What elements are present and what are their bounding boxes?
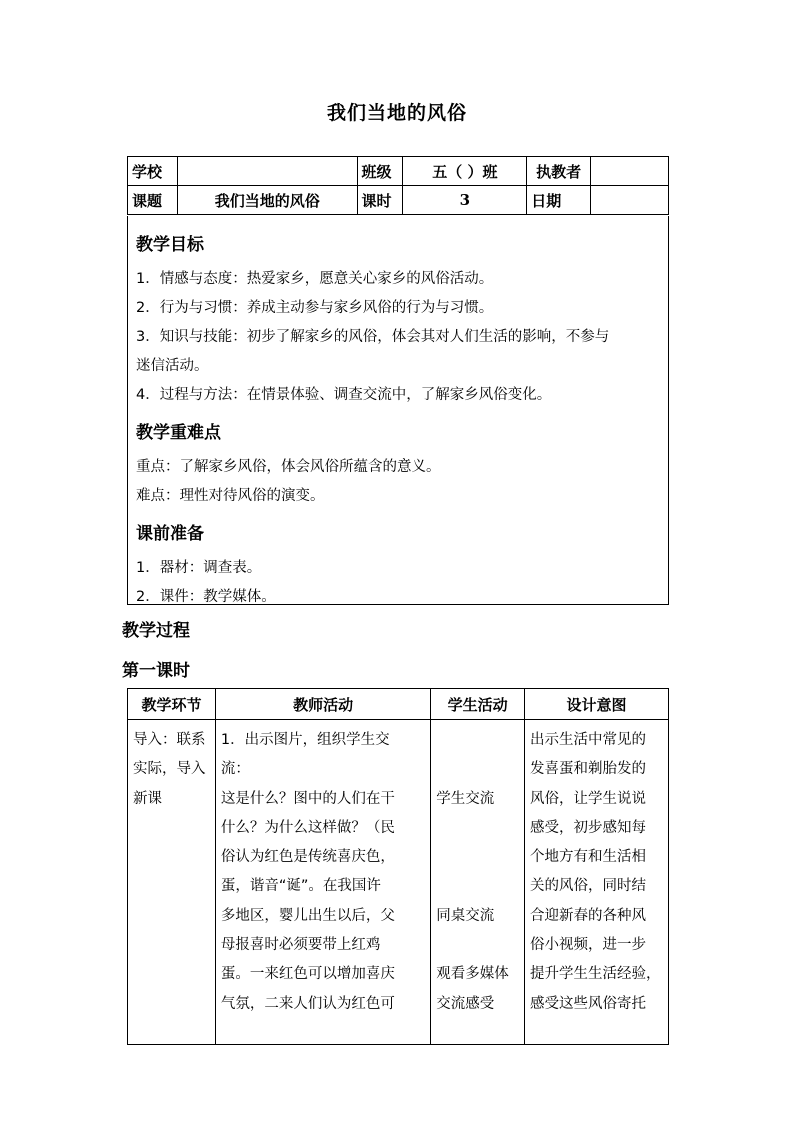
stage-text: 导入：联系 bbox=[133, 732, 206, 748]
school-label: 学校 bbox=[128, 157, 178, 186]
key-points-heading: 教学重难点 bbox=[136, 423, 221, 443]
table-header-row bbox=[128, 689, 669, 720]
column-header: 教学环节 bbox=[128, 689, 216, 720]
process-table bbox=[127, 688, 669, 1045]
teacher-activity-text: 蛋，谐音“诞”。在我国许 bbox=[220, 878, 381, 895]
lesson-plan-section bbox=[127, 216, 669, 605]
design-intent-text: 感受这些风俗寄托 bbox=[530, 995, 647, 1012]
student-activity-text: 学生交流 bbox=[436, 790, 495, 807]
process-heading: 教学过程 bbox=[122, 621, 190, 641]
goal-line: 3．知识与技能：初步了解家乡的风俗，体会其对人们生活的影响，不参与 bbox=[136, 329, 610, 345]
teacher-activity-text: 母报喜时必须要带上红鸡 bbox=[220, 937, 381, 954]
column-header: 教师活动 bbox=[215, 689, 430, 720]
teacher-activity-text: 什么？为什么这样做？（民 bbox=[220, 819, 395, 836]
teacher-activity-text: 这是什么？图中的人们在干 bbox=[220, 790, 395, 807]
preparation-line: 1．器材：调查表。 bbox=[136, 560, 262, 576]
student-activity-cell bbox=[431, 720, 525, 1045]
column-header: 设计意图 bbox=[525, 689, 669, 720]
design-intent-text: 俗小视频，进一步 bbox=[530, 937, 647, 954]
topic-value: 我们当地的风俗 bbox=[177, 186, 357, 215]
student-activity-text: 同桌交流 bbox=[436, 907, 495, 924]
teacher-activity-text: 俗认为红色是传统喜庆色， bbox=[220, 849, 395, 866]
teacher-activity-text: 流： bbox=[220, 761, 250, 778]
key-point-line: 重点：了解家乡风俗，体会风俗所蕴含的意义。 bbox=[136, 459, 441, 475]
school-value bbox=[177, 157, 357, 186]
column-header: 学生活动 bbox=[431, 689, 525, 720]
student-activity-text: 观看多媒体 bbox=[436, 966, 509, 983]
goal-line: 2．行为与习惯：养成主动参与家乡风俗的行为与习惯。 bbox=[136, 300, 494, 316]
table-row bbox=[128, 186, 669, 215]
design-intent-text: 感受，初步感知每 bbox=[530, 819, 647, 836]
stage-text: 实际，导入 bbox=[133, 761, 206, 778]
teacher-value bbox=[591, 157, 669, 186]
design-intent-text: 提升学生生活经验， bbox=[530, 966, 661, 983]
hours-label: 课时 bbox=[357, 186, 403, 215]
design-intent-text: 合迎新春的各种风 bbox=[530, 907, 647, 924]
goals-heading: 教学目标 bbox=[136, 235, 204, 255]
teacher-activity-cell bbox=[215, 720, 430, 1045]
goal-line: 1．情感与态度：热爱家乡，愿意关心家乡的风俗活动。 bbox=[136, 271, 494, 287]
date-label: 日期 bbox=[527, 186, 591, 215]
goal-line: 迷信活动。 bbox=[136, 358, 209, 374]
topic-label: 课题 bbox=[128, 186, 178, 215]
key-point-line: 难点：理性对待风俗的演变。 bbox=[136, 488, 325, 504]
design-intent-cell bbox=[525, 720, 669, 1045]
preparation-line: 2．课件：教学媒体。 bbox=[136, 589, 276, 605]
teacher-label: 执教者 bbox=[527, 157, 591, 186]
design-intent-text: 出示生活中常见的 bbox=[530, 732, 647, 748]
page-title: 我们当地的风俗 bbox=[326, 102, 467, 124]
teacher-activity-text: 1．出示图片，组织学生交 bbox=[220, 732, 390, 748]
lesson-heading: 第一课时 bbox=[122, 661, 190, 681]
stage-text: 新课 bbox=[133, 790, 162, 807]
stage-cell bbox=[128, 720, 216, 1045]
teacher-activity-text: 多地区，婴儿出生以后，父 bbox=[220, 907, 395, 924]
date-value bbox=[591, 186, 669, 215]
design-intent-text: 关的风俗，同时结 bbox=[530, 878, 647, 895]
table-row bbox=[128, 720, 669, 1045]
goal-line: 4．过程与方法：在情景体验、调查交流中，了解家乡风俗变化。 bbox=[136, 387, 552, 403]
class-value: 五（ ）班 bbox=[403, 157, 527, 186]
table-row bbox=[128, 157, 669, 186]
design-intent-text: 个地方有和生活相 bbox=[530, 849, 647, 866]
hours-value: 3 bbox=[403, 186, 527, 215]
teacher-activity-text: 气氛，二来人们认为红色可 bbox=[220, 995, 395, 1012]
lesson-info-table bbox=[127, 156, 669, 215]
preparation-heading: 课前准备 bbox=[136, 524, 204, 544]
design-intent-text: 风俗，让学生说说 bbox=[530, 790, 647, 807]
class-label: 班级 bbox=[357, 157, 403, 186]
teacher-activity-text: 蛋。一来红色可以增加喜庆 bbox=[220, 966, 395, 983]
design-intent-text: 发喜蛋和剃胎发的 bbox=[530, 761, 647, 778]
student-activity-text: 交流感受 bbox=[436, 995, 495, 1012]
